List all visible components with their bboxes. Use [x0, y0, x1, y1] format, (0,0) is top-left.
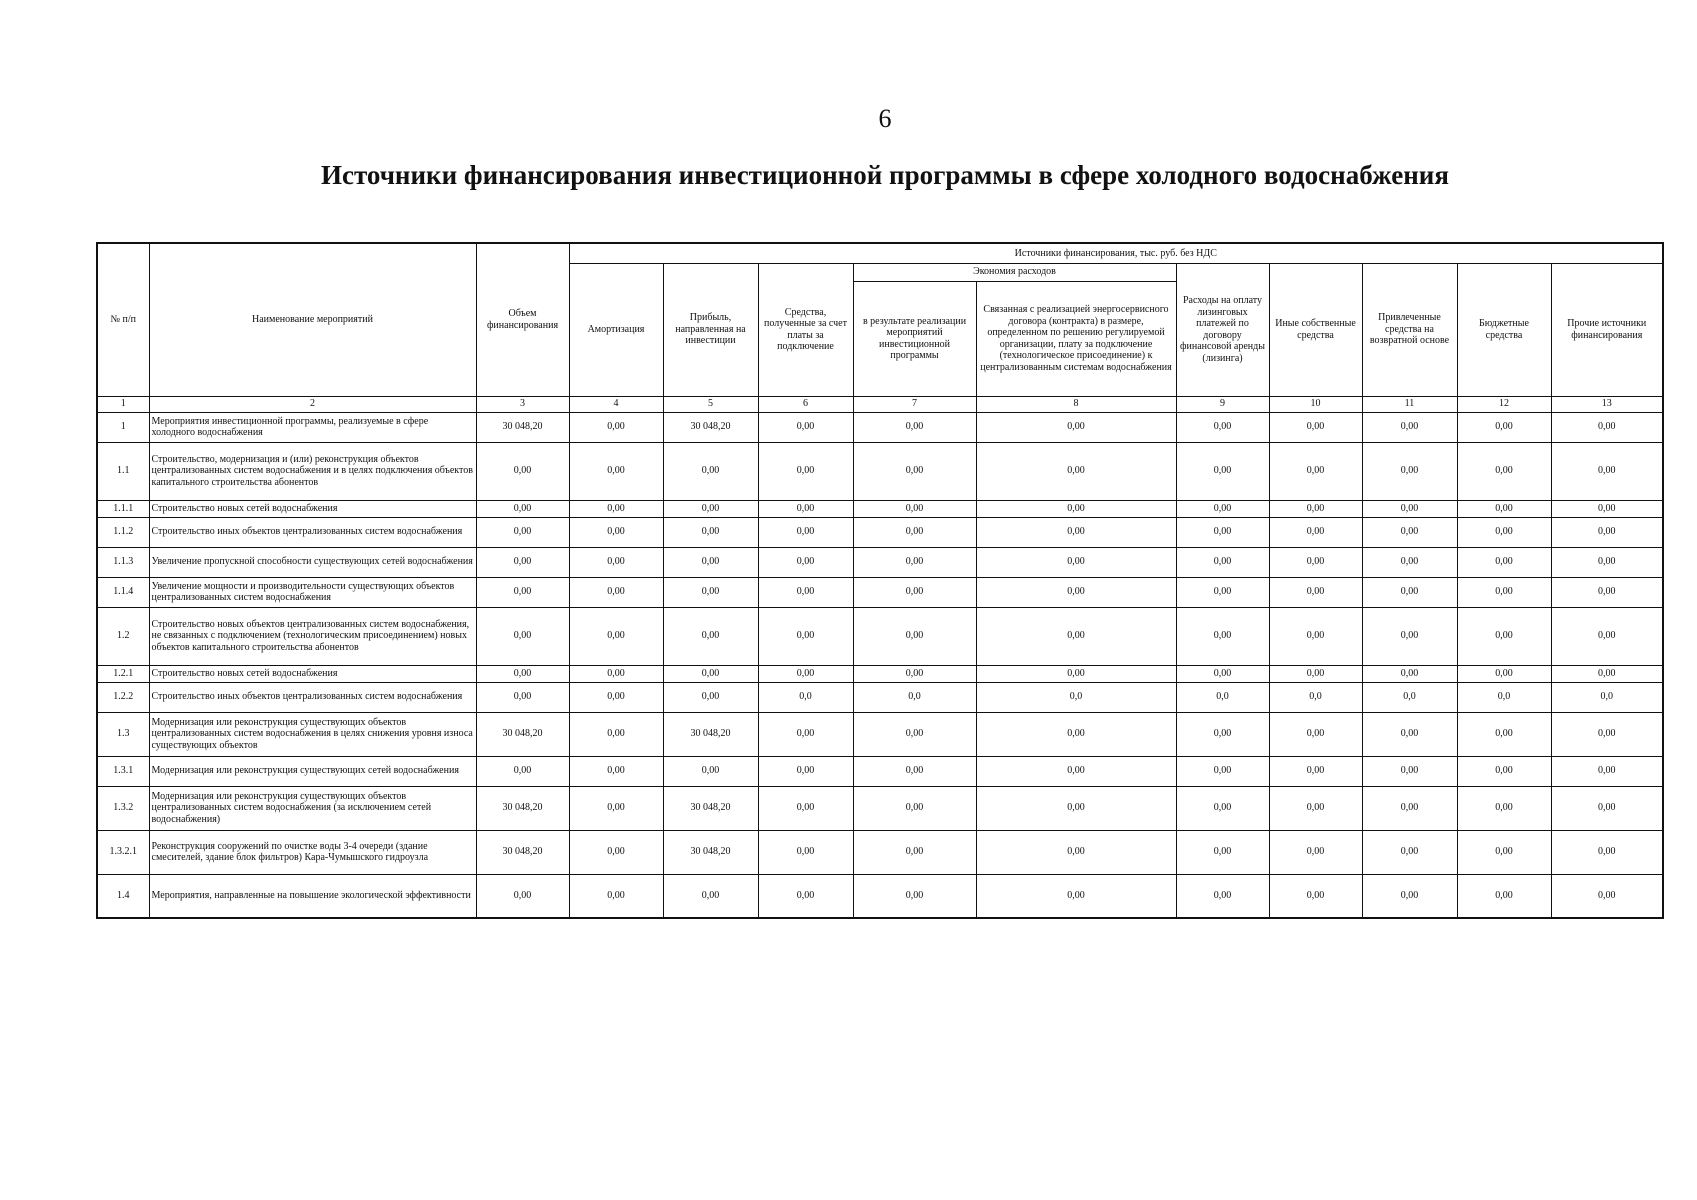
- row-value: 0,00: [1551, 517, 1663, 547]
- row-value: 0,00: [976, 786, 1176, 830]
- table-row: [97, 607, 1663, 665]
- row-value: 0,00: [1269, 607, 1362, 665]
- row-value: 0,00: [1176, 412, 1269, 442]
- financing-table-container: [96, 242, 1662, 919]
- row-value: 0,00: [476, 500, 569, 517]
- row-value: 0,00: [1269, 412, 1362, 442]
- row-value: 0,00: [853, 756, 976, 786]
- row-value: 0,00: [569, 874, 663, 918]
- header-volume: Объем финансирования: [476, 243, 569, 396]
- row-name: Увеличение мощности и производительности существующих объектов централизованных систем водоснабжения: [149, 577, 476, 607]
- row-value: 0,0: [1457, 682, 1551, 712]
- row-number: 1.2: [97, 607, 149, 665]
- row-name: Строительство новых сетей водоснабжения: [149, 665, 476, 682]
- row-value: 0,00: [1176, 830, 1269, 874]
- row-value: 0,00: [758, 712, 853, 756]
- row-number: 1.1.4: [97, 577, 149, 607]
- column-number: 12: [1457, 396, 1551, 412]
- row-value: 0,00: [1362, 830, 1457, 874]
- row-value: 0,00: [1176, 517, 1269, 547]
- row-value: 0,00: [1269, 517, 1362, 547]
- header-connection-fee: Средства, полученные за счет платы за подключение: [758, 263, 853, 396]
- row-value: 0,00: [476, 517, 569, 547]
- table-row: [97, 786, 1663, 830]
- row-value: 0,00: [1362, 665, 1457, 682]
- row-value: 0,00: [476, 756, 569, 786]
- row-value: 0,00: [663, 547, 758, 577]
- row-value: 30 048,20: [663, 786, 758, 830]
- row-name: Строительство новых объектов централизованных систем водоснабжения, не связанных с подключением (технологическим присоединением) новых объектов капитального строительства абонентов: [149, 607, 476, 665]
- table-row: [97, 547, 1663, 577]
- row-value: 0,00: [663, 500, 758, 517]
- row-value: 0,0: [1551, 682, 1663, 712]
- table-row: [97, 756, 1663, 786]
- header-other-sources: Прочие источники финансирования: [1551, 263, 1663, 396]
- row-value: 0,00: [976, 712, 1176, 756]
- row-number: 1.1.3: [97, 547, 149, 577]
- row-number: 1: [97, 412, 149, 442]
- row-value: 0,00: [569, 712, 663, 756]
- row-value: 0,00: [1362, 712, 1457, 756]
- row-value: 0,00: [758, 577, 853, 607]
- row-value: 0,00: [663, 874, 758, 918]
- row-value: 0,00: [853, 442, 976, 500]
- row-value: 0,00: [976, 874, 1176, 918]
- row-number: 1.1.2: [97, 517, 149, 547]
- row-value: 0,00: [663, 665, 758, 682]
- row-value: 0,00: [853, 517, 976, 547]
- row-value: 0,00: [758, 756, 853, 786]
- row-value: 0,00: [1269, 577, 1362, 607]
- row-value: 0,00: [1551, 874, 1663, 918]
- row-value: 0,00: [569, 786, 663, 830]
- header-borrowed: Привлеченные средства на возвратной основе: [1362, 263, 1457, 396]
- row-value: 0,00: [758, 665, 853, 682]
- row-value: 30 048,20: [663, 712, 758, 756]
- row-name: Модернизация или реконструкция существующих объектов централизованных систем водоснабжения в целях снижения уровня износа существующих объектов: [149, 712, 476, 756]
- row-value: 0,00: [1176, 665, 1269, 682]
- row-value: 0,00: [1457, 577, 1551, 607]
- row-value: 0,00: [1457, 517, 1551, 547]
- header-budget: Бюджетные средства: [1457, 263, 1551, 396]
- row-value: 0,00: [1457, 442, 1551, 500]
- row-value: 0,00: [1457, 874, 1551, 918]
- financing-table: [96, 242, 1664, 919]
- table-row: [97, 712, 1663, 756]
- row-name: Строительство, модернизация и (или) реконструкция объектов централизованных систем водоснабжения и в целях подключения объектов капитального строительства абонентов: [149, 442, 476, 500]
- row-number: 1.1: [97, 442, 149, 500]
- row-number: 1.3.2.1: [97, 830, 149, 874]
- row-value: 0,00: [1551, 607, 1663, 665]
- row-value: 30 048,20: [476, 786, 569, 830]
- row-value: 0,00: [1551, 577, 1663, 607]
- row-value: 0,00: [1457, 547, 1551, 577]
- row-name: Реконструкция сооружений по очистке воды 3-4 очереди (здание смесителей, здание блок фильтров) Кара-Чумышского гидроузла: [149, 830, 476, 874]
- row-value: 0,00: [1362, 577, 1457, 607]
- row-value: 30 048,20: [663, 830, 758, 874]
- row-value: 0,00: [1362, 517, 1457, 547]
- row-value: 0,00: [976, 577, 1176, 607]
- row-value: 0,00: [1551, 412, 1663, 442]
- row-value: 0,00: [853, 830, 976, 874]
- row-value: 0,00: [976, 500, 1176, 517]
- column-number: 7: [853, 396, 976, 412]
- row-value: 0,00: [1457, 607, 1551, 665]
- row-value: 0,00: [758, 786, 853, 830]
- row-value: 0,00: [569, 547, 663, 577]
- row-value: 0,00: [853, 712, 976, 756]
- column-number: 11: [1362, 396, 1457, 412]
- column-number: 13: [1551, 396, 1663, 412]
- page-number: 6: [878, 104, 892, 133]
- table-row: [97, 500, 1663, 517]
- table-body: [97, 396, 1663, 918]
- column-number: 8: [976, 396, 1176, 412]
- row-value: 0,00: [976, 517, 1176, 547]
- row-number: 1.3: [97, 712, 149, 756]
- row-name: Модернизация или реконструкция существующих объектов централизованных систем водоснабжения (за исключением сетей водоснабжения): [149, 786, 476, 830]
- column-number: 4: [569, 396, 663, 412]
- column-number-row: [97, 396, 1663, 412]
- row-value: 0,00: [976, 442, 1176, 500]
- table-row: [97, 517, 1663, 547]
- row-number: 1.2.1: [97, 665, 149, 682]
- row-value: 30 048,20: [663, 412, 758, 442]
- row-value: 0,00: [1362, 607, 1457, 665]
- row-value: 0,00: [663, 577, 758, 607]
- row-value: 0,0: [1269, 682, 1362, 712]
- row-value: 0,00: [1176, 607, 1269, 665]
- row-value: 0,00: [976, 665, 1176, 682]
- column-number: 5: [663, 396, 758, 412]
- row-value: 0,00: [1269, 712, 1362, 756]
- row-value: 0,00: [1176, 756, 1269, 786]
- row-value: 0,00: [1551, 665, 1663, 682]
- row-value: 0,00: [1176, 547, 1269, 577]
- row-value: 0,00: [1176, 442, 1269, 500]
- row-value: 0,00: [569, 412, 663, 442]
- row-value: 30 048,20: [476, 830, 569, 874]
- row-value: 0,00: [1551, 830, 1663, 874]
- table-row: [97, 682, 1663, 712]
- row-value: 0,00: [1457, 786, 1551, 830]
- row-value: 0,00: [476, 442, 569, 500]
- row-value: 0,0: [853, 682, 976, 712]
- row-value: 0,00: [1176, 786, 1269, 830]
- row-name: Модернизация или реконструкция существующих сетей водоснабжения: [149, 756, 476, 786]
- column-number: 1: [97, 396, 149, 412]
- header-amortization: Амортизация: [569, 263, 663, 396]
- row-value: 0,00: [853, 874, 976, 918]
- row-number: 1.1.1: [97, 500, 149, 517]
- row-value: 0,00: [476, 547, 569, 577]
- header-economy-group: Экономия расходов: [853, 263, 1176, 281]
- row-name: Мероприятия, направленные на повышение экологической эффективности: [149, 874, 476, 918]
- row-value: 0,00: [1362, 874, 1457, 918]
- row-value: 0,00: [758, 412, 853, 442]
- row-value: 0,00: [1551, 756, 1663, 786]
- row-number: 1.4: [97, 874, 149, 918]
- row-value: 0,00: [853, 547, 976, 577]
- row-value: 0,00: [758, 547, 853, 577]
- row-value: 0,00: [1551, 547, 1663, 577]
- row-name: Строительство иных объектов централизованных систем водоснабжения: [149, 682, 476, 712]
- row-value: 0,00: [663, 442, 758, 500]
- row-value: 0,00: [1551, 786, 1663, 830]
- row-value: 0,00: [1269, 756, 1362, 786]
- row-value: 0,00: [1176, 577, 1269, 607]
- row-value: 0,00: [663, 682, 758, 712]
- row-value: 0,00: [1457, 500, 1551, 517]
- row-value: 0,00: [569, 500, 663, 517]
- row-value: 0,00: [1176, 712, 1269, 756]
- row-value: 0,00: [569, 830, 663, 874]
- row-value: 0,00: [569, 517, 663, 547]
- row-value: 0,00: [1269, 665, 1362, 682]
- header-num: № п/п: [97, 243, 149, 396]
- row-value: 0,00: [853, 412, 976, 442]
- table-row: [97, 830, 1663, 874]
- row-value: 0,00: [663, 607, 758, 665]
- header-economy-result: в результате реализации мероприятий инвестиционной программы: [853, 281, 976, 396]
- row-value: 0,00: [1551, 500, 1663, 517]
- row-value: 0,00: [569, 665, 663, 682]
- row-value: 0,0: [1362, 682, 1457, 712]
- table-row: [97, 577, 1663, 607]
- row-value: 0,00: [853, 577, 976, 607]
- row-number: 1.3.2: [97, 786, 149, 830]
- row-value: 0,00: [1551, 712, 1663, 756]
- row-value: 0,00: [758, 517, 853, 547]
- row-value: 0,00: [1269, 547, 1362, 577]
- table-row: [97, 665, 1663, 682]
- row-name: Увеличение пропускной способности существующих сетей водоснабжения: [149, 547, 476, 577]
- row-value: 0,00: [1362, 786, 1457, 830]
- row-value: 0,00: [976, 756, 1176, 786]
- row-value: 0,00: [853, 500, 976, 517]
- row-value: 0,00: [1269, 442, 1362, 500]
- row-value: 0,00: [758, 607, 853, 665]
- row-value: 0,00: [569, 442, 663, 500]
- row-value: 0,00: [569, 607, 663, 665]
- header-leasing: Расходы на оплату лизинговых платежей по договору финансовой аренды (лизинга): [1176, 263, 1269, 396]
- row-value: 0,00: [476, 874, 569, 918]
- row-value: 0,00: [1362, 500, 1457, 517]
- row-value: 0,0: [976, 682, 1176, 712]
- row-value: 0,00: [476, 577, 569, 607]
- header-profit: Прибыль, направленная на инвестиции: [663, 263, 758, 396]
- row-name: Мероприятия инвестиционной программы, реализуемые в сфере холодного водоснабжения: [149, 412, 476, 442]
- row-value: 0,00: [1269, 874, 1362, 918]
- row-value: 0,00: [758, 830, 853, 874]
- row-value: 0,00: [569, 756, 663, 786]
- row-name: Строительство новых сетей водоснабжения: [149, 500, 476, 517]
- document-title: Источники финансирования инвестиционной программы в сфере холодного водоснабжения: [321, 160, 1449, 190]
- column-number: 10: [1269, 396, 1362, 412]
- row-value: 0,00: [758, 442, 853, 500]
- row-value: 0,00: [853, 665, 976, 682]
- row-value: 0,00: [1176, 500, 1269, 517]
- row-value: 0,00: [1362, 442, 1457, 500]
- row-value: 0,00: [569, 577, 663, 607]
- row-value: 0,00: [1457, 756, 1551, 786]
- row-value: 0,00: [853, 607, 976, 665]
- row-value: 0,00: [663, 756, 758, 786]
- row-value: 0,00: [1457, 412, 1551, 442]
- row-value: 0,00: [1269, 786, 1362, 830]
- row-value: 0,00: [1457, 665, 1551, 682]
- row-value: 0,00: [976, 547, 1176, 577]
- row-value: 0,0: [1176, 682, 1269, 712]
- row-value: 0,00: [1362, 756, 1457, 786]
- column-number: 2: [149, 396, 476, 412]
- row-value: 30 048,20: [476, 412, 569, 442]
- column-number: 9: [1176, 396, 1269, 412]
- row-value: 0,00: [853, 786, 976, 830]
- row-value: 0,00: [1362, 412, 1457, 442]
- row-value: 0,00: [976, 607, 1176, 665]
- row-value: 0,00: [476, 682, 569, 712]
- row-value: 0,00: [476, 607, 569, 665]
- row-number: 1.2.2: [97, 682, 149, 712]
- table-row: [97, 412, 1663, 442]
- row-value: 0,00: [758, 500, 853, 517]
- table-row: [97, 442, 1663, 500]
- row-value: 0,00: [1457, 830, 1551, 874]
- header-sources-group: Источники финансирования, тыс. руб. без НДС: [569, 243, 1663, 263]
- row-value: 0,00: [1176, 874, 1269, 918]
- column-number: 6: [758, 396, 853, 412]
- row-value: 0,00: [1457, 712, 1551, 756]
- row-value: 0,00: [1269, 830, 1362, 874]
- row-value: 30 048,20: [476, 712, 569, 756]
- column-number: 3: [476, 396, 569, 412]
- header-economy-energy: Связанная с реализацией энергосервисного договора (контракта) в размере, определенном по решению регулируемой организации, плату за подключение (технологическое присоединение) к централизованным системам водоснабжения: [976, 281, 1176, 396]
- row-value: 0,00: [476, 665, 569, 682]
- row-value: 0,00: [1269, 500, 1362, 517]
- header-name: Наименование мероприятий: [149, 243, 476, 396]
- header-other-own: Иные собственные средства: [1269, 263, 1362, 396]
- row-value: 0,00: [1362, 547, 1457, 577]
- row-value: 0,00: [1551, 442, 1663, 500]
- row-value: 0,0: [758, 682, 853, 712]
- row-value: 0,00: [663, 517, 758, 547]
- row-name: Строительство иных объектов централизованных систем водоснабжения: [149, 517, 476, 547]
- row-value: 0,00: [569, 682, 663, 712]
- row-value: 0,00: [758, 874, 853, 918]
- row-number: 1.3.1: [97, 756, 149, 786]
- row-value: 0,00: [976, 830, 1176, 874]
- table-row: [97, 874, 1663, 918]
- row-value: 0,00: [976, 412, 1176, 442]
